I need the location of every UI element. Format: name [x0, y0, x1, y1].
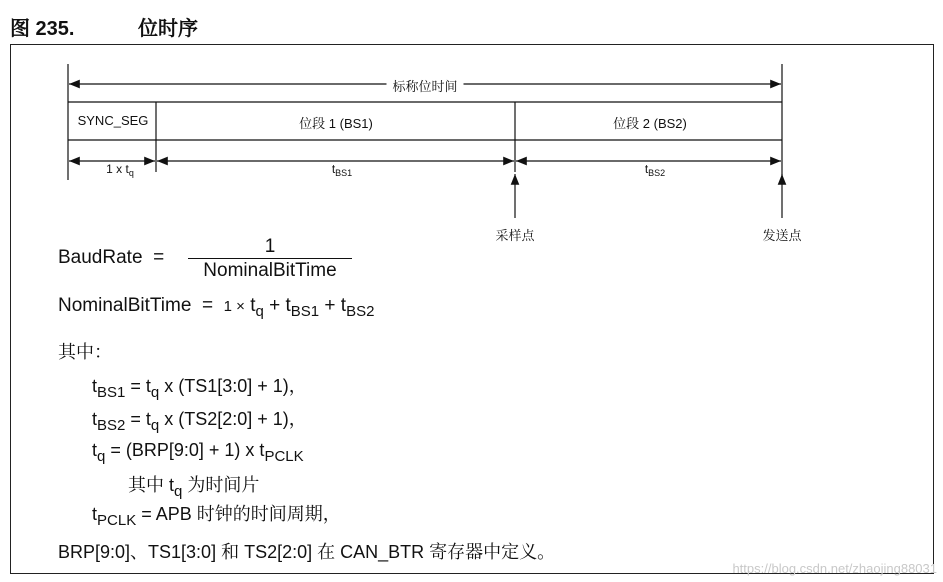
segment-bs2: 位段 2 (BS2): [613, 116, 687, 131]
footer-note: BRP[9:0]、TS1[3:0] 和 TS2[2:0] 在 CAN_BTR 寄存器中定义。: [58, 542, 556, 562]
fraction-denominator: NominalBitTime: [188, 258, 352, 282]
figure-number: 图 235.: [10, 18, 75, 40]
def-tpclk: $t_{PCLK}$ = APB 时钟的时间周期，: [92, 504, 341, 529]
def-tbs2: $t_{BS2} = t_q$ x (TS2[2:0] + 1)，: [92, 409, 307, 434]
nominal-bit-time-label: 标称位时间: [386, 76, 463, 95]
duration-tbs1: $t_{BS1}$: [329, 162, 355, 178]
duration-tq: 1 x $t_q$: [103, 162, 137, 178]
watermark: https://blog.csdn.net/zhaojing88031: [732, 561, 937, 576]
def-tbs1: $t_{BS1} = t_q$ x (TS1[3:0] + 1)，: [92, 376, 307, 401]
where-label: 其中：: [58, 342, 112, 362]
formula-nominal-bit-time: NominalBitTime = $1 \times t_q + t_{BS1} + t_{BS2}$: [58, 295, 375, 320]
sample-point-label: 采样点: [495, 228, 535, 243]
figure-caption: 位时序: [138, 18, 198, 40]
transmit-point-label: 发送点: [762, 228, 802, 243]
segment-bs1: 位段 1 (BS1): [299, 116, 373, 131]
segment-sync-seg: SYNC_SEG: [77, 113, 149, 128]
formula-baudrate-fraction: [188, 236, 352, 282]
duration-tbs2: $t_{BS2}$: [642, 162, 668, 178]
formula-baudrate: BaudRate =: [58, 247, 165, 268]
fraction-numerator: 1: [264, 236, 276, 257]
def-tq-note: 其中 $t_q$ 为时间片: [128, 475, 260, 500]
def-tq: $t_q$ = (BRP[9:0] + 1) x $t_{PCLK}$: [92, 440, 304, 465]
